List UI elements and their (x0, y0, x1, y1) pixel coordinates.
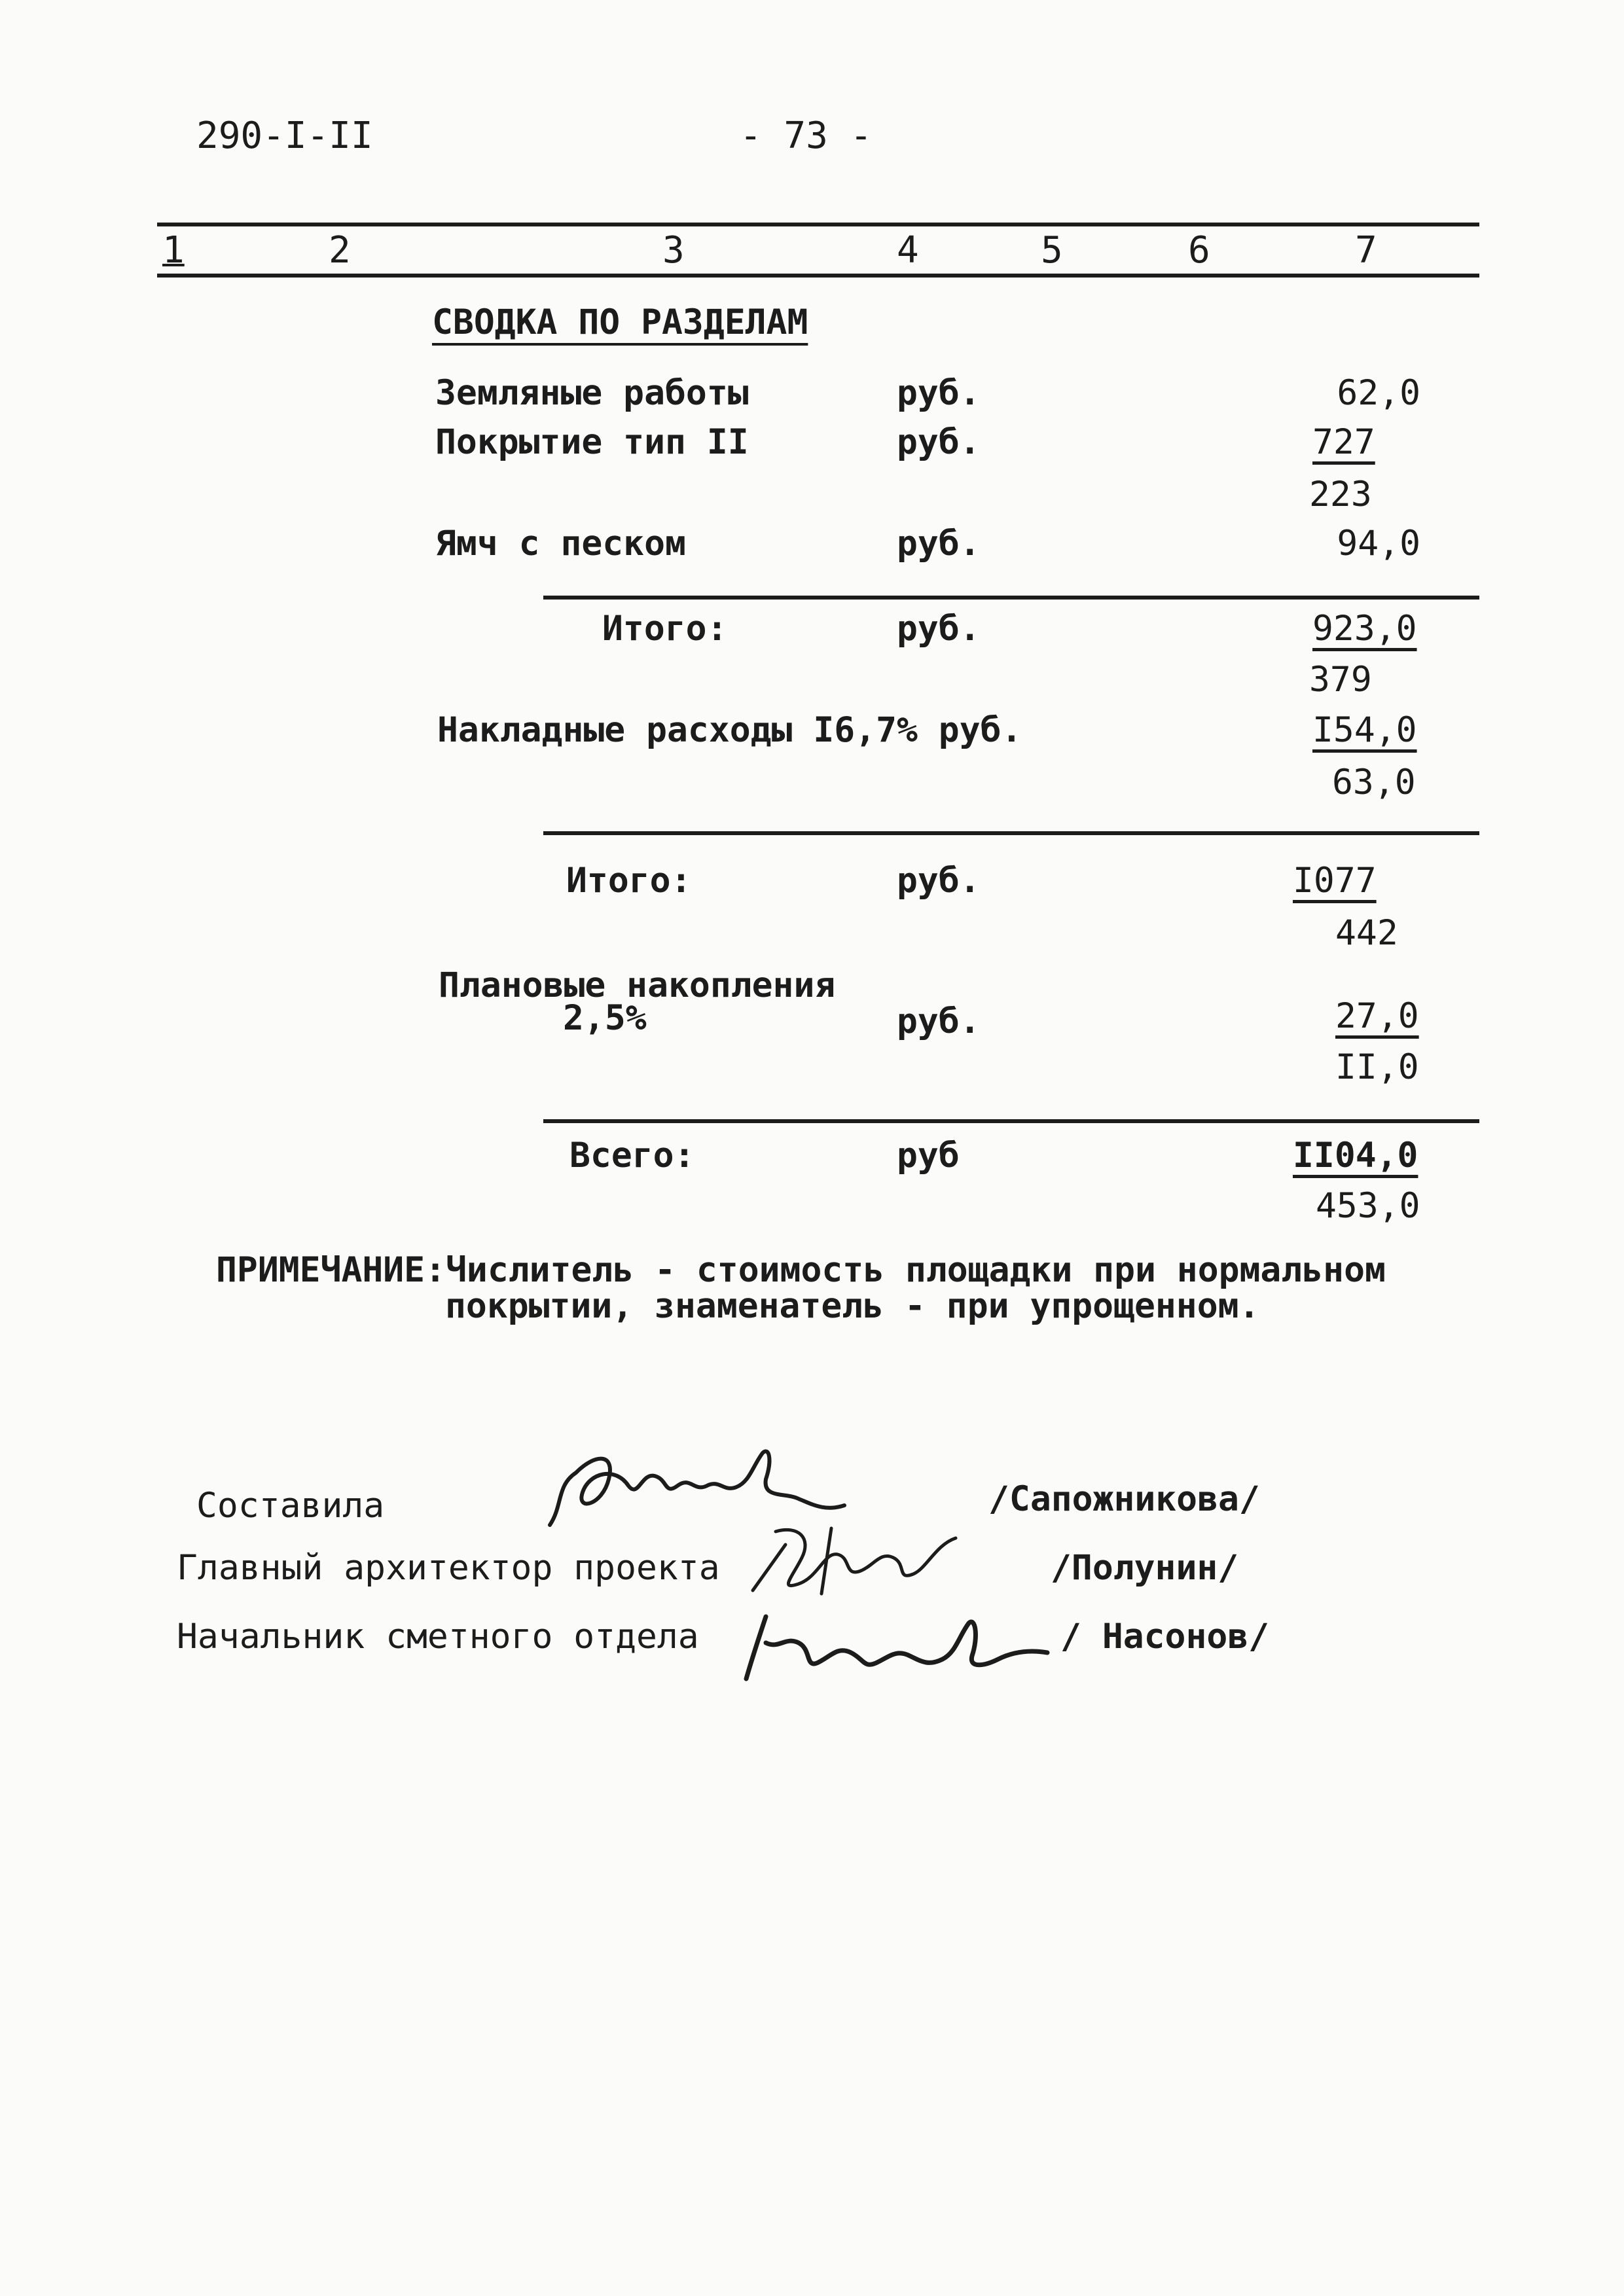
page-number: - 73 - (740, 115, 873, 157)
subtotal-label: Итого: (602, 609, 728, 649)
total-label: Всего: (569, 1136, 695, 1175)
subtotal-rule (543, 596, 1479, 600)
row-unit: руб. (897, 373, 981, 413)
subtotal-value-numerator: 923,0 (1312, 609, 1417, 649)
subtotal-rule (543, 831, 1479, 835)
signature-name: /Сапожникова/ (988, 1479, 1260, 1519)
column-number: 4 (897, 229, 919, 272)
row-unit: руб. (897, 524, 981, 564)
subtotal-value-denominator: 379 (1309, 660, 1372, 700)
row-value-numerator: 727 (1312, 422, 1375, 462)
section-title: СВОДКА ПО РАЗДЕЛАМ (432, 302, 808, 342)
planned-percent: 2,5% (563, 998, 647, 1038)
table-top-rule (157, 223, 1479, 226)
total-value-denominator: 453,0 (1316, 1186, 1420, 1226)
column-number: 5 (1041, 229, 1063, 272)
overhead-value-numerator: I54,0 (1312, 710, 1417, 750)
table-header-bottom-rule (157, 274, 1479, 278)
note-line-1: ПРИМЕЧАНИЕ:Числитель - стоимость площадки при нормальном (216, 1250, 1386, 1290)
subtotal-unit: руб. (897, 861, 981, 901)
signature-name: / Насонов/ (1060, 1617, 1270, 1657)
signature-name: /Полунин/ (1051, 1548, 1239, 1588)
signature-role: Составила (196, 1486, 385, 1526)
column-number: 2 (329, 229, 351, 272)
column-number: 7 (1355, 229, 1377, 272)
handwritten-signature (733, 1597, 1074, 1689)
column-number: 1 (162, 229, 185, 272)
overhead-value-denominator: 63,0 (1332, 762, 1416, 802)
row-value-denominator: 223 (1309, 475, 1372, 514)
row-value: 94,0 (1337, 524, 1420, 564)
subtotal-unit: руб. (897, 609, 981, 649)
subtotal-value-numerator: I077 (1293, 861, 1377, 901)
subtotal-label: Итого: (566, 861, 692, 901)
handwritten-signature (740, 1518, 982, 1597)
total-value-numerator: II04,0 (1293, 1136, 1418, 1175)
planned-label: Плановые накопления (439, 965, 836, 1005)
planned-value-denominator: II,0 (1335, 1047, 1419, 1087)
row-label: Покрытие тип II (435, 422, 749, 462)
note-line-2: покрытии, знаменатель - при упрощенном. (445, 1286, 1260, 1326)
total-rule (543, 1119, 1479, 1123)
row-label: Ямч с песком (435, 524, 686, 564)
signature-role: Начальник сметного отдела (177, 1617, 699, 1657)
column-number: 3 (662, 229, 685, 272)
doc-code: 290-I-II (196, 115, 373, 157)
row-unit: руб. (897, 422, 981, 462)
overhead-label: Накладные расходы I6,7% руб. (437, 710, 1022, 750)
subtotal-value-denominator: 442 (1335, 913, 1398, 953)
row-value: 62,0 (1337, 373, 1420, 413)
column-number: 6 (1188, 229, 1210, 272)
signature-role: Главный архитектор проекта (177, 1548, 720, 1588)
planned-unit: руб. (897, 1001, 981, 1041)
planned-value-numerator: 27,0 (1335, 996, 1419, 1036)
total-unit: руб (897, 1136, 960, 1175)
row-label: Земляные работы (435, 373, 749, 413)
